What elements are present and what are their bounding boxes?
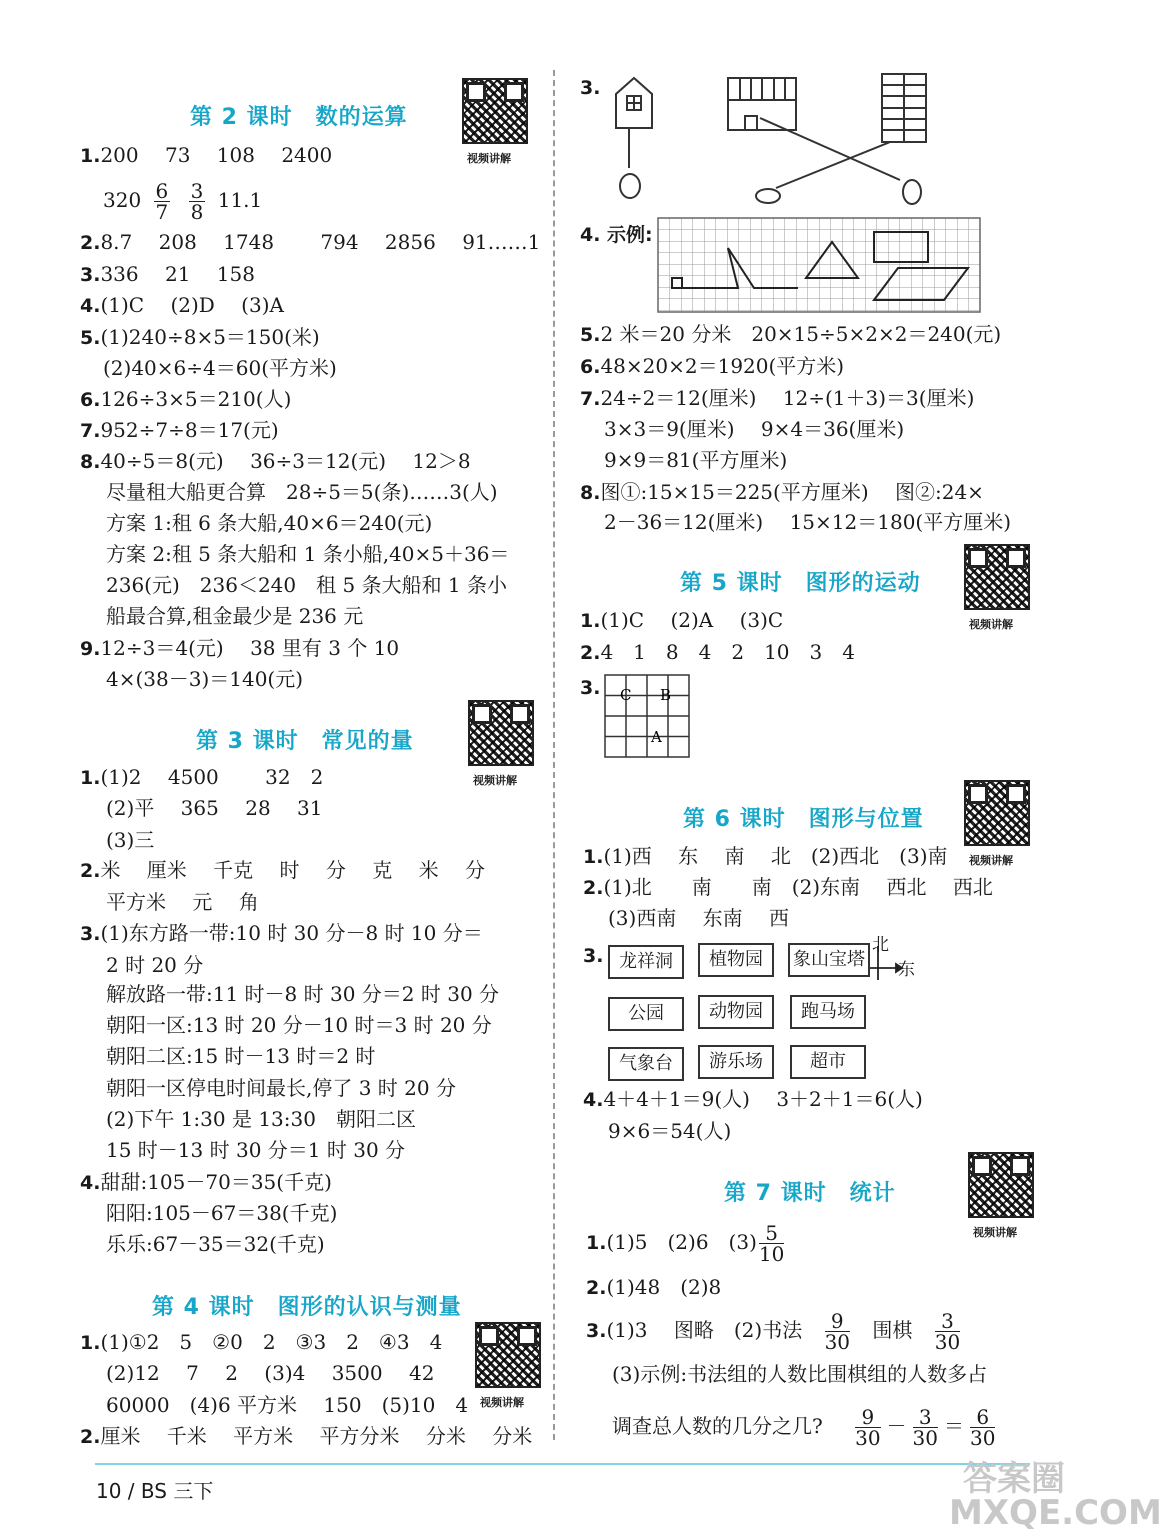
answer-line: (3)三 [106,828,155,852]
answer-line: 平方米 元 角 [106,890,259,914]
answer-line: 2.(1)北 南 南 (2)东南 西北 西北 [583,875,993,899]
qr-label: 视频讲解 [473,774,517,787]
qr-code-icon[interactable] [964,544,1030,610]
place-box: 跑马场 [790,995,866,1029]
fraction: $\frac{9}{30}$ [824,1309,851,1354]
fraction: $\frac{6}{30}$ [970,1405,996,1450]
answer-line: (2)12 7 2 (3)4 3500 42 [106,1361,435,1385]
grid-letter-b: B [660,686,672,704]
place-box: 游乐场 [698,1045,774,1079]
east-label: 东 [898,960,915,980]
question-number: 3. [580,677,601,699]
place-box: 气象台 [608,1047,684,1081]
qr-label: 视频讲解 [973,1226,1017,1239]
answer-line: 朝阳一区停电时间最长,停了 3 时 20 分 [106,1076,456,1100]
answer-line: 朝阳二区:15 时－13 时＝2 时 [106,1044,376,1068]
answer-line: 4×(38－3)＝140(元) [106,667,304,691]
answer-line: 4.4＋4＋1＝9(人) 3＋2＋1＝6(人) [583,1087,923,1111]
answer-line: 4. 示例: [580,224,653,246]
qr-label: 视频讲解 [480,1396,524,1409]
answer-line: 9×9＝81(平方厘米) [604,448,788,472]
answer-line: 方案 1:租 6 条大船,40×6＝240(元) [106,511,433,535]
answer-line: 236(元) 236＜240 租 5 条大船和 1 条小 [106,573,508,597]
answer-line: 乐乐:67－35＝32(千克) [106,1232,325,1256]
answer-line: 2 时 20 分 [106,953,204,977]
letter-grid [604,674,690,758]
qr-label: 视频讲解 [467,152,511,165]
rabbit-icon [903,180,921,204]
answer-line: 1.(1)2 4500 32 2 [80,765,324,789]
grid-letter-c: C [620,686,632,704]
page-footer: 10 / BS 三下 [96,1479,214,1503]
fraction: $\frac{9}{30}$ [855,1405,881,1450]
answer-line: 船最合算,租金最少是 236 元 [106,604,364,628]
place-box: 植物园 [698,943,774,977]
section-title-5: 第 5 课时 图形的运动 [680,571,921,596]
answer-line: 阳阳:105－67＝38(千克) [106,1201,338,1225]
section-title-4: 第 4 课时 图形的认识与测量 [152,1295,462,1320]
answer-line: 3.(1)东方路一带:10 时 30 分－8 时 10 分＝ [80,921,483,945]
answer-line: (2)平 365 28 31 [106,796,323,820]
house-front-view [728,100,796,130]
section-title-7: 第 7 课时 统计 [724,1181,896,1206]
answer-line: 7.24÷2＝12(厘米) 12÷(1＋3)＝3(厘米) [580,386,975,410]
place-box: 公园 [608,997,684,1031]
answer-line: (3)西南 东南 西 [608,906,790,930]
animal-icon [620,174,640,198]
answer-line: 1.(1)①2 5 ②0 2 ③3 2 ④3 4 [80,1330,443,1354]
place-box: 龙祥洞 [608,945,684,979]
answer-line: (3)示例:书法组的人数比围棋组的人数多占 [612,1362,988,1386]
answer-line: 9.12÷3＝4(元) 38 里有 3 个 10 [80,636,400,660]
qr-code-icon[interactable] [468,700,534,766]
qr-code-icon[interactable] [968,1152,1034,1218]
answer-line: 9×6＝54(人) [608,1119,732,1143]
answer-line: 2.(1)48 (2)8 [586,1275,722,1299]
section-title-2: 第 2 课时 数的运算 [190,105,408,130]
answer-line: 4.(1)C (2)D (3)A [80,293,284,317]
answer-line: 1.(1)5 (2)6 (3) $\frac{5}{10}$ [586,1221,785,1266]
column-divider [553,70,555,1440]
answer-line: 5.2 米＝20 分米 20×15÷5×2×2＝240(元) [580,322,1002,346]
place-box: 超市 [790,1045,866,1079]
answer-line: 320 $\frac{6}{7}$ $\frac{3}{8}$ 11.1 [103,179,263,224]
answer-line: 5.(1)240÷8×5＝150(米) [80,325,320,349]
rabbit-icon [756,189,780,203]
north-label: 北 [872,935,889,955]
fraction: $\frac{5}{10}$ [758,1221,785,1266]
answer-line: 7.952÷7÷8＝17(元) [80,418,279,442]
answer-line: 3.336 21 158 [80,262,255,286]
answer-line: 6.126÷3×5＝210(人) [80,387,292,411]
answer-line: (2)40×6÷4＝60(平方米) [103,356,337,380]
place-box: 象山宝塔 [788,943,870,977]
answer-line: 2.4 1 8 4 2 10 3 4 [580,640,855,664]
section-title-6: 第 6 课时 图形与位置 [683,807,924,832]
answer-line: 2.厘米 千米 平方米 平方分米 分米 分米 [80,1424,533,1448]
question-number: 3. [583,945,604,967]
watermark: 答案圈 MXQE.COM [949,1459,1162,1533]
answer-line: 调查总人数的几分之几? $\frac{9}{30}$ － $\frac{3}{30}$ ＝ $\frac{6}{30}$ [612,1405,996,1450]
answer-line: 8.图①:15×15＝225(平方厘米) 图②:24× [580,480,984,504]
answer-line: 2－36＝12(厘米) 15×12＝180(平方厘米) [604,510,1012,534]
fraction: $\frac{3}{30}$ [912,1405,938,1450]
answer-line: 朝阳一区:13 时 20 分－10 时＝3 时 20 分 [106,1013,492,1037]
answer-line: 60000 (4)6 平方米 150 (5)10 4 [106,1393,469,1417]
answer-line: 解放路一带:11 时－8 时 30 分＝2 时 30 分 [106,982,500,1006]
answer-line: 15 时－13 时 30 分＝1 时 30 分 [106,1138,406,1162]
answer-line: (2)下午 1:30 是 13:30 朝阳二区 [106,1107,416,1131]
answer-line: 2.米 厘米 千克 时 分 克 米 分 [80,858,485,882]
section-title-3: 第 3 课时 常见的量 [196,729,414,754]
qr-code-icon[interactable] [964,780,1030,846]
grid-letter-a: A [651,728,662,746]
place-box: 动物园 [698,995,774,1029]
answer-line: 方案 2:租 5 条大船和 1 条小船,40×5＋36＝ [106,542,510,566]
three-views-figure [600,68,1020,216]
qr-code-icon[interactable] [462,78,528,144]
answer-line: 8.40÷5＝8(元) 36÷3＝12(元) 12＞8 [80,449,471,473]
question-number: 3. [580,77,601,99]
answer-line: 尽量租大船更合算 28÷5＝5(条)……3(人) [106,480,498,504]
qr-label: 视频讲解 [969,854,1013,867]
qr-code-icon[interactable] [475,1322,541,1388]
answer-line: 1.(1)西 东 南 北 (2)西北 (3)南 [583,844,948,868]
answer-line: 4.甜甜:105－70＝35(千克) [80,1170,332,1194]
answer-line: 3×3＝9(厘米) 9×4＝36(厘米) [604,417,905,441]
answer-line: 3.(1)3 图略 (2)书法 $\frac{9}{30}$ 围棋 $\frac{3}{30}$ [586,1309,961,1354]
footer-rule [95,1463,1030,1465]
answer-line: 1.200 73 108 2400 [80,143,333,167]
grid-drawing [658,218,982,314]
answer-line: 6.48×20×2＝1920(平方米) [580,354,845,378]
answer-line: 1.(1)C (2)A (3)C [580,608,784,632]
qr-label: 视频讲解 [969,618,1013,631]
fraction: $\frac{3}{30}$ [934,1309,961,1354]
fraction: $\frac{6}{7}$ [155,179,169,224]
fraction: $\frac{3}{8}$ [190,179,204,224]
answer-line: 2.8.7 208 1748 794 2856 91……1 [80,230,541,254]
